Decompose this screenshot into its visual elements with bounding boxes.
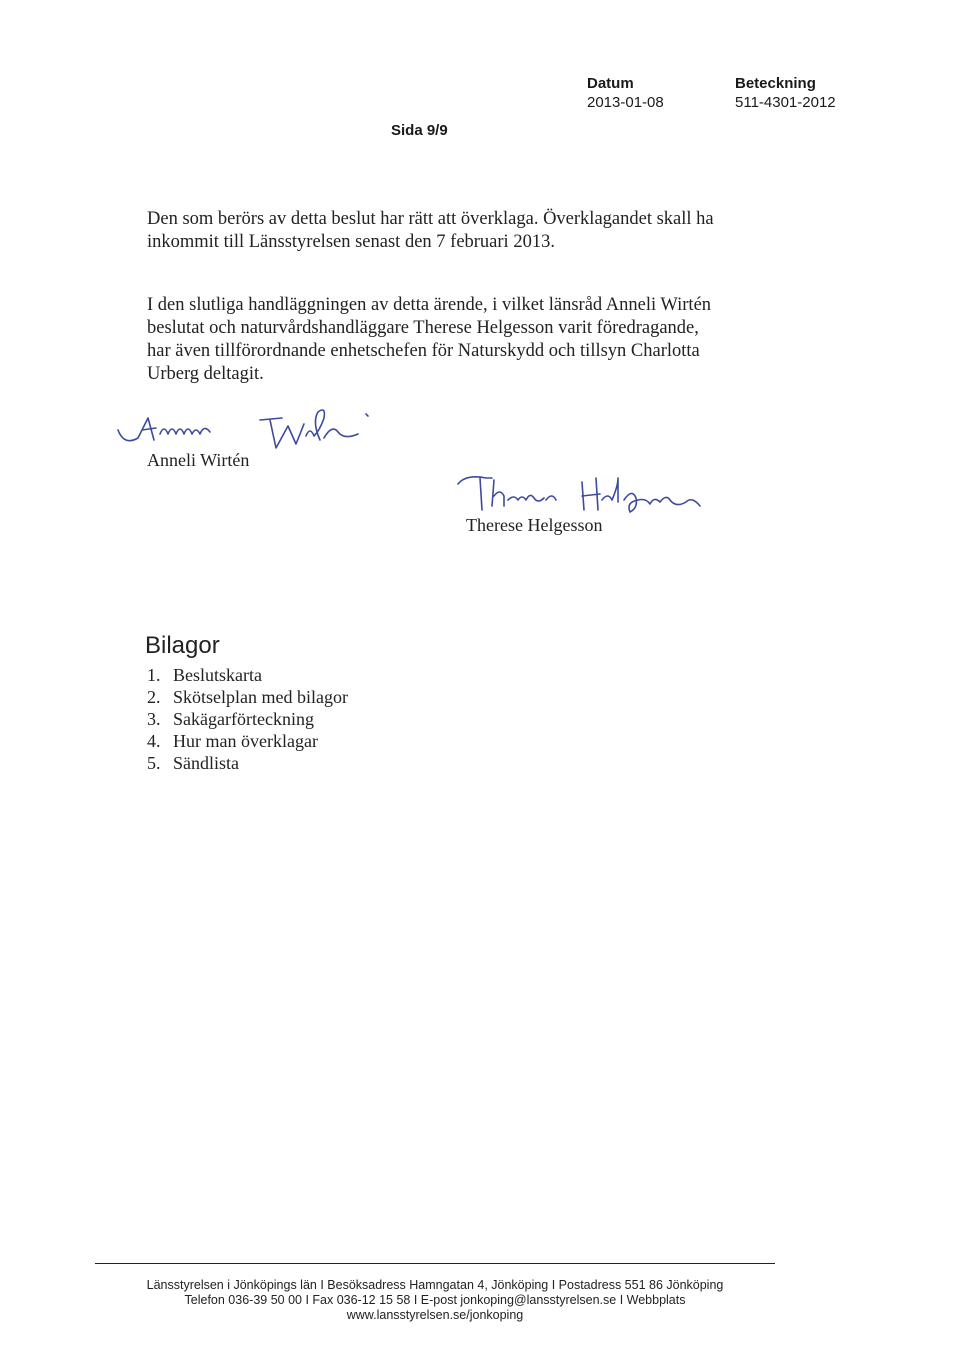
appeal-text: Den som berörs av detta beslut har rätt att överklaga. Överklagandet skall ha inkommit till Länsstyrelsen senast den 7 februari 2013. bbox=[147, 209, 714, 252]
list-item bbox=[147, 752, 348, 774]
list-item-number: 2. bbox=[147, 687, 161, 707]
list-item bbox=[147, 708, 348, 730]
list-item-number: 3. bbox=[147, 709, 161, 729]
footer-line-1: Länsstyrelsen i Jönköpings län I Besöksadress Hamngatan 4, Jönköping I Postadress 551 86 Jönköping bbox=[146, 1278, 724, 1292]
list-item-label: Skötselplan med bilagor bbox=[173, 687, 348, 707]
attachments-list bbox=[147, 664, 348, 774]
list-item bbox=[147, 664, 348, 686]
list-item bbox=[147, 730, 348, 752]
decision-text: I den slutliga handläggningen av detta ärende, i vilket länsråd Anneli Wirtén beslutat och naturvårdshandläggare Therese Helgesson varit föredragande, har även tillförordnande enhetschefen för Naturskydd och tillsyn Charlotta Urberg deltagit. bbox=[147, 295, 712, 384]
list-item bbox=[147, 686, 348, 708]
list-item-number: 4. bbox=[147, 731, 161, 751]
footer-website: www.lansstyrelsen.se/jonkoping bbox=[346, 1308, 524, 1322]
list-item-label: Hur man överklagar bbox=[173, 731, 318, 751]
date-label: Datum bbox=[587, 75, 634, 92]
list-item-label: Sakägarförteckning bbox=[173, 709, 314, 729]
date-value: 2013-01-08 bbox=[587, 94, 664, 111]
appeal-paragraph bbox=[147, 208, 737, 254]
footer-divider bbox=[95, 1263, 775, 1264]
reference-value: 511-4301-2012 bbox=[735, 94, 836, 111]
list-item-label: Sändlista bbox=[173, 753, 239, 773]
list-item-label: Beslutskarta bbox=[173, 665, 262, 685]
reference-label: Beteckning bbox=[735, 75, 816, 92]
footer-line-2: Telefon 036-39 50 00 I Fax 036-12 15 58 I E-post jonkoping@lansstyrelsen.se I Webbplats bbox=[184, 1293, 686, 1307]
page-number: Sida 9/9 bbox=[391, 122, 448, 139]
signer-name-1: Anneli Wirtén bbox=[147, 450, 250, 470]
signer-name-2: Therese Helgesson bbox=[466, 515, 603, 535]
decision-paragraph bbox=[147, 294, 727, 386]
list-item-number: 1. bbox=[147, 665, 161, 685]
attachments-title: Bilagor bbox=[145, 632, 220, 659]
list-item-number: 5. bbox=[147, 753, 161, 773]
